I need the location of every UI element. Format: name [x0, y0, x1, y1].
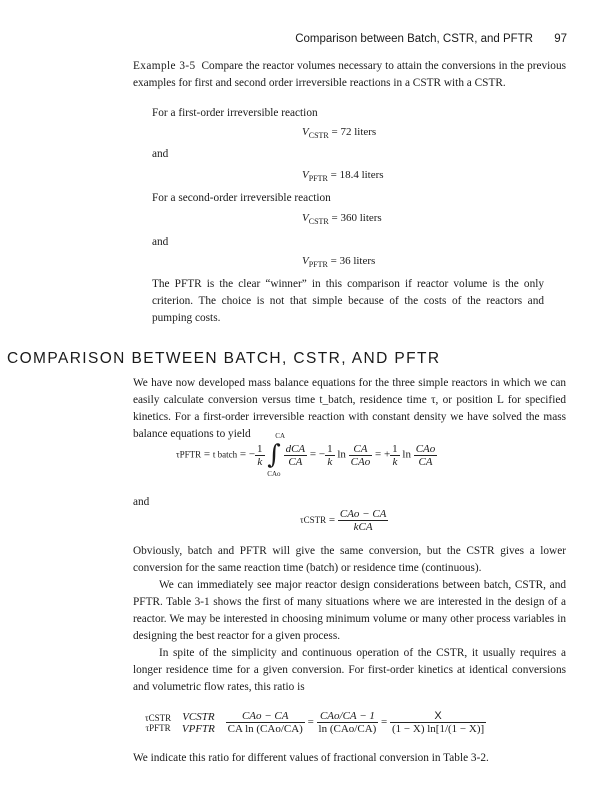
- first-order-intro: For a first-order irreversible reaction: [152, 107, 318, 119]
- eq1-integrand: $\frac{\text{dCA}}{CA}$: [285, 442, 306, 468]
- paragraph-2: Obviously, batch and PFTR will give the same conversion, but the CSTR gives a lower conversion for the same reaction time (batch) or residence time (continuous).: [133, 545, 566, 574]
- paragraph-5: We indicate this ratio for different values of fractional conversion in Table 3-2.: [133, 752, 489, 764]
- second-order-vpftr: $V_{PFTR} = 36$ liters: [302, 255, 376, 269]
- eq1-ratio-1: $\frac{CA}{\text{CAo}}$: [350, 442, 371, 468]
- second-order-and: and: [152, 236, 169, 248]
- equation-ratio: τCSTR τPFTR VCSTR VPFTR $\frac{\text{CAo − CA}}{\text{CA ln (CAo/CA)}}$ = $\frac{\text{CAo/CA − 1}}{\text{ln (CAo/CA)}}$ = $\frac{X}{(1 - X) \ln[1/(1 - X)]}$: [145, 710, 485, 735]
- equation-pftr-batch: τPFTR = t batch = − $\frac{1}{k}$ ∫ CA CAo $\frac{\text{dCA}}{CA}$ = − $\frac{1}{k}$ ln $\frac{CA}{\text{CAo}}$ = + $\frac{1}{k}$ ln $\frac{\text{CAo}}{CA}$: [176, 432, 436, 478]
- eq3-fraction-1: $\frac{\text{CAo − CA}}{\text{CA ln (CAo/CA)}}$: [227, 710, 303, 735]
- paragraph-1: We have now developed mass balance equations for the three simple reactors in which we can easily calculate conversion versus time t_batch, residence time τ, or position L for specified kinetics. For a first-order irreversible reaction with constant density we have solved the mass balance equations to yield: [133, 377, 566, 440]
- paragraph-3: We can immediately see major reactor design considerations between batch, CSTR, and PFTR. Table 3-1 shows the first of many situations where we are interested in the design of a reactor. We may be interested in choosing minimum volume or many other process variables in designing the best reactor for a given process.: [133, 579, 566, 642]
- header-title: Comparison between Batch, CSTR, and PFTR: [295, 33, 533, 45]
- running-header: [295, 33, 567, 45]
- equation-cstr: τCSTR = $\frac{\text{CAo − CA}}{\text{kCA}}$: [300, 508, 387, 533]
- first-order-vpftr: $V_{PFTR} = 18.4$ liters: [302, 169, 384, 183]
- conclusion-paragraph: The PFTR is the clear “winner” in this comparison if reactor volume is the only criterion. The choice is not that simple because of the costs of the reactors and pumping costs.: [152, 278, 544, 324]
- eq2-tau-cstr: τCSTR: [300, 515, 327, 526]
- eq3-volume-ratio: VCSTR VPFTR: [181, 710, 215, 735]
- section-heading: COMPARISON BETWEEN BATCH, CSTR, AND PFTR: [7, 350, 441, 367]
- second-order-intro: For a second-order irreversible reaction: [152, 192, 331, 204]
- eq1-one-over-k: $\frac{1}{k}$: [257, 442, 263, 468]
- eq2-fraction: $\frac{\text{CAo − CA}}{\text{kCA}}$: [339, 508, 387, 533]
- example-paragraph: [133, 58, 566, 92]
- eq1-ratio-2: $\frac{\text{CAo}}{CA}$: [415, 442, 436, 468]
- paragraph-4: In spite of the simplicity and continuous operation of the CSTR, it usually requires a longer residence time for a given conversion. For first-order kinetics at identical conversions and volumetric flow rates, this ratio is: [133, 647, 566, 693]
- page-number: 97: [554, 33, 567, 45]
- example-text: Compare the reactor volumes necessary to attain the conversions in the previous examples for first and second order irreversible reactions in a CSTR with a CSTR.: [133, 60, 566, 89]
- eq3-fraction-2: $\frac{\text{CAo/CA − 1}}{\text{ln (CAo/CA)}}$: [318, 710, 377, 735]
- example-label: Example 3-5: [133, 60, 196, 72]
- eq1-integral: ∫ CA CAo: [267, 432, 286, 478]
- eq3-fraction-3: $\frac{X}{(1 - X) \ln[1/(1 - X)]}$: [392, 710, 485, 735]
- first-order-vcstr: $V_{CSTR} = 72$ liters: [302, 126, 377, 140]
- eq1-tau-pftr: τPFTR: [176, 449, 202, 460]
- first-order-and: and: [152, 148, 169, 160]
- second-order-vcstr: $V_{CSTR} = 360$ liters: [302, 212, 382, 226]
- eq3-tau-ratio: τCSTR τPFTR: [145, 712, 172, 733]
- eq1-t-batch: t batch: [212, 449, 238, 460]
- and-between-equations: and: [133, 496, 150, 508]
